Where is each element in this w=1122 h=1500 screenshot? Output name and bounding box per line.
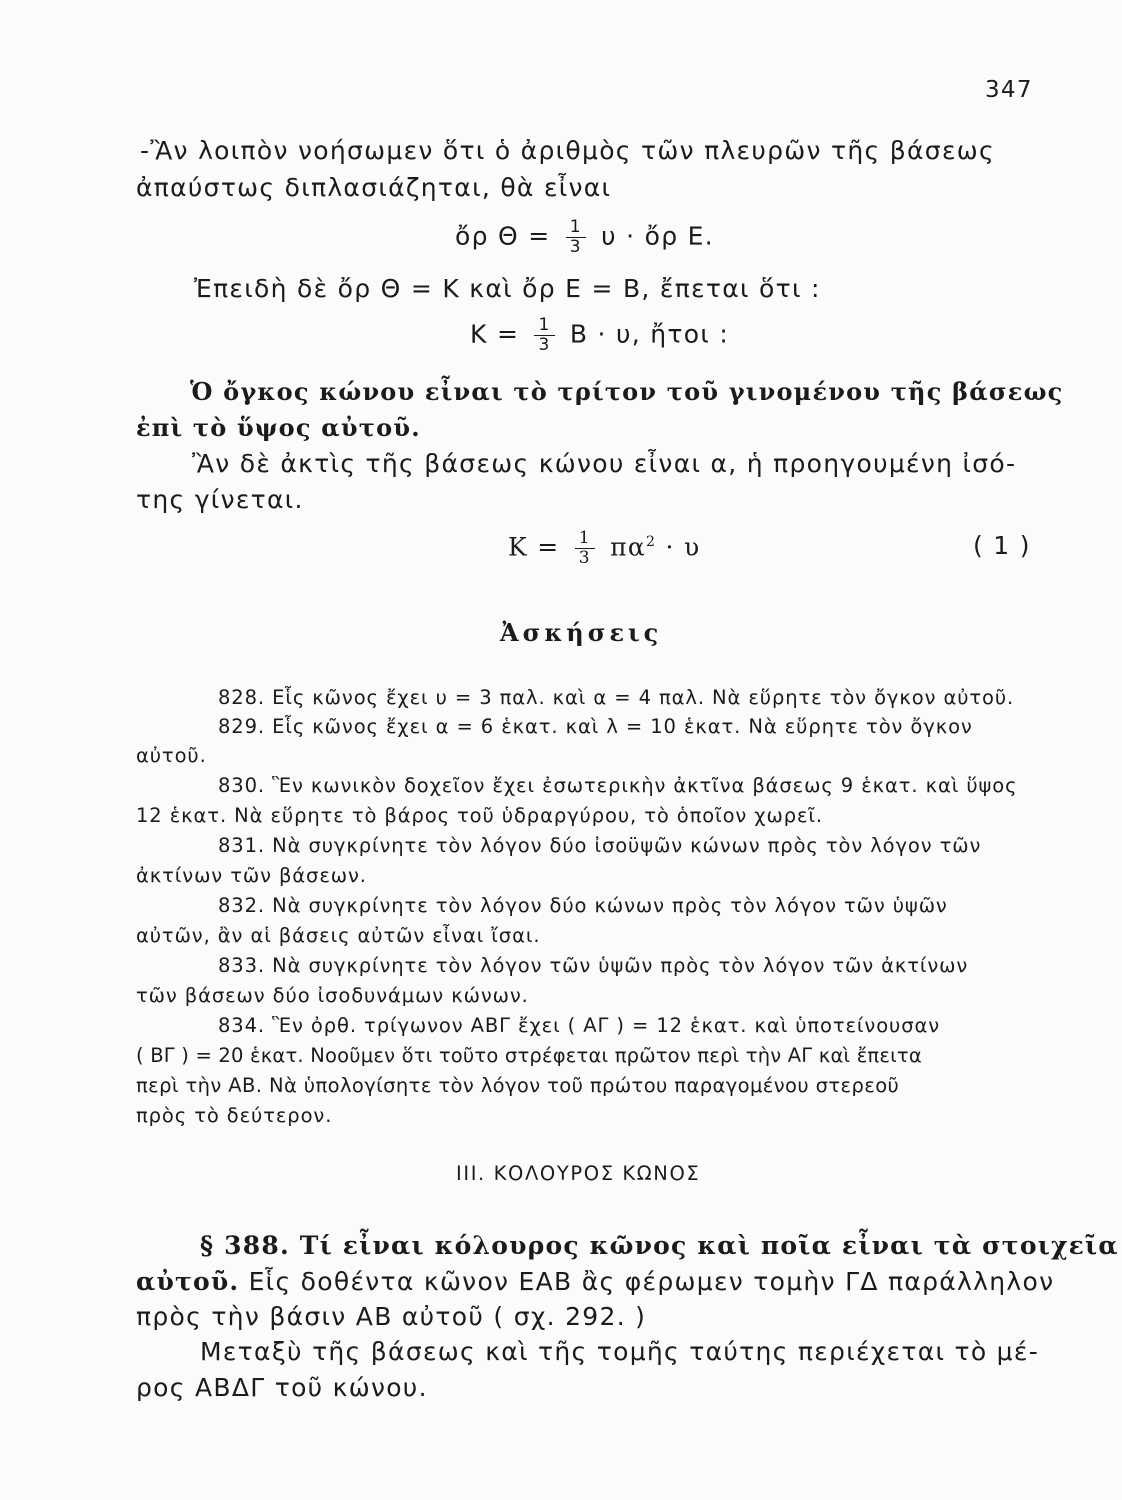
exercise-line: 833. Νὰ συγκρίνητε τὸν λόγον τῶν ὑψῶν πρὸς τὸν λόγον τῶν ἀκτίνων [218,954,969,977]
fraction-numerator: 1 [534,316,554,336]
formula-radius [508,526,701,568]
since-line: Ἐπειδὴ δὲ ὄρ Θ = Κ καὶ ὄρ Ε = Β, ἔπεται ὅτι : [194,274,821,303]
formula-left: Κ = [470,319,520,349]
exercise-line: 828. Εἷς κῶνος ἔχει υ = 3 παλ. καὶ α = 4 παλ. Νὰ εὕρητε τὸν ὄγκον αὐτοῦ. [218,686,1015,709]
exercise-line: ( ΒΓ ) = 20 ἑκατ. Νοοῦμεν ὅτι τοῦτο στρέφεται πρῶτον περὶ τὴν ΑΓ καὶ ἔπειτα [136,1044,922,1067]
exercise-line: περὶ τὴν ΑΒ. Νὰ ὑπολογίσητε τὸν λόγον τοῦ πρώτου παραγομένου στερεοῦ [136,1074,900,1097]
paragraph-388-line-2 [136,1266,1054,1298]
section-heading: III. ΚΟΛΟΥΡΟΣ ΚΩΝΟΣ [456,1162,701,1185]
paragraph-388-title-end: αὐτοῦ. [136,1267,240,1296]
exercise-line: 829. Εἷς κῶνος ἔχει α = 6 ἑκατ. καὶ λ = 10 ἑκατ. Νὰ εὕρητε τὸν ὄγκον [218,715,973,738]
exercise-line: ἀκτίνων τῶν βάσεων. [136,864,367,887]
equation-label: ( 1 ) [973,531,1031,560]
formula-left: Κ = [508,532,560,562]
paragraph-388-line-4: Μεταξὺ τῆς βάσεως καὶ τῆς τομῆς ταύτης περιέχεται τὸ μέ- [200,1337,1040,1366]
paragraph-388-title: § 388. Τί εἶναι κόλουρος κῶνος καὶ ποῖα εἶναι τὰ στοιχεῖα [200,1231,1119,1260]
formula-right: υ · ὄρ Ε. [601,221,714,251]
radius-line-2: της γίνεται. [136,485,304,514]
formula-volume [470,316,729,355]
intro-line-2: ἀπαύστως διπλασιάζηται, θὰ εἶναι [136,173,612,202]
fraction-numerator: 1 [566,218,586,238]
paragraph-388-line-3: πρὸς τὴν βάσιν ΑΒ αὐτοῦ ( σχ. 292. ) [136,1302,647,1331]
formula-tail: · υ [665,532,701,562]
formula-exponent: 2 [646,534,657,550]
fraction [566,218,586,257]
radius-line-1: Ἂν δὲ ἀκτὶς τῆς βάσεως κώνου εἶναι α, ἡ προηγουμένη ἰσό- [192,449,1017,478]
exercise-line: τῶν βάσεων δύο ἰσοδυνάμων κώνων. [136,984,529,1007]
fraction-numerator: 1 [575,529,595,549]
exercise-line: αὐτῶν, ἂν αἱ βάσεις αὐτῶν εἶναι ἴσαι. [136,924,541,947]
paragraph-388-line-5: ρος ΑΒΔΓ τοῦ κώνου. [136,1373,428,1402]
theorem-line-2: ἐπὶ τὸ ὕψος αὐτοῦ. [136,413,421,442]
intro-line-1: -Ἂν λοιπὸν νοήσωμεν ὅτι ὁ ἀριθμὸς τῶν πλευρῶν τῆς βάσεως [140,136,995,165]
exercise-line: πρὸς τὸ δεύτερον. [136,1104,333,1127]
formula-left: ὄρ Θ = [455,221,551,251]
exercise-line: 832. Νὰ συγκρίνητε τὸν λόγον δύο κώνων πρὸς τὸν λόγον τῶν ὑψῶν [218,894,948,917]
paragraph-388-text: Εἷς δοθέντα κῶνον ΕΑΒ ἂς φέρωμεν τομὴν ΓΔ παράλληλον [239,1267,1055,1296]
fraction-denominator: 3 [538,335,551,355]
fraction-denominator: 3 [578,548,591,569]
fraction [534,316,554,355]
exercise-line: 830. Ἓν κωνικὸν δοχεῖον ἔχει ἐσωτερικὴν ἀκτῖνα βάσεως 9 ἑκατ. καὶ ὕψος [218,774,1018,797]
formula-cone-limit [455,218,714,257]
exercise-line: 12 ἑκατ. Νὰ εὕρητε τὸ βάρος τοῦ ὑδραργύρου, τὸ ὁποῖον χωρεῖ. [136,804,824,827]
exercise-line: αὐτοῦ. [136,744,207,767]
exercise-line: 834. Ἓν ὀρθ. τρίγωνον ΑΒΓ ἔχει ( ΑΓ ) = 12 ἑκατ. καὶ ὑποτείνουσαν [218,1014,941,1037]
formula-pi-a: πα [610,532,647,562]
exercises-heading: Ἀσκήσεις [500,618,663,647]
fraction [575,529,595,568]
page-number: 347 [985,77,1033,103]
theorem-line-1: Ὁ ὄγκος κώνου εἶναι τὸ τρίτον τοῦ γινομένου τῆς βάσεως [190,377,1064,406]
fraction-denominator: 3 [569,237,582,257]
formula-right: Β · υ, ἤτοι : [569,319,730,349]
exercise-line: 831. Νὰ συγκρίνητε τὸν λόγον δύο ἰσοϋψῶν κώνων πρὸς τὸν λόγον τῶν [218,834,982,857]
